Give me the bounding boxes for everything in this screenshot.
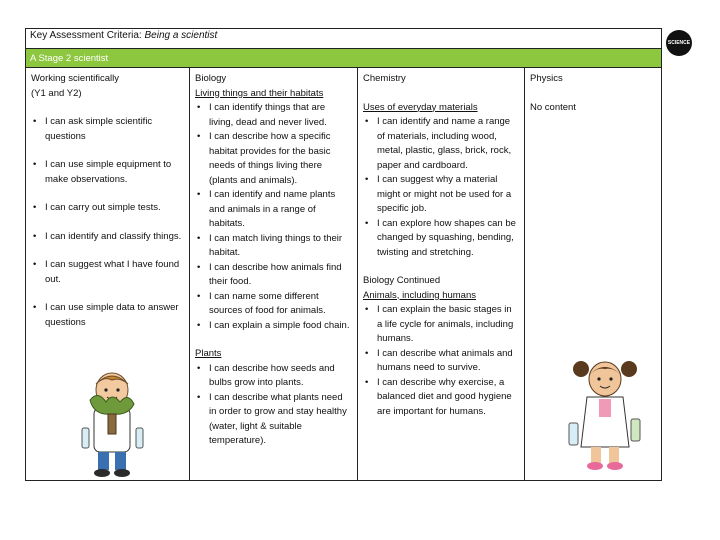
list-item: • I can ask simple scientific questions <box>31 115 184 144</box>
list-item: • I can use simple data to answer questions <box>31 301 184 330</box>
list-item: • I can suggest what I have found out. <box>31 258 184 287</box>
working-heading: Working scientifically <box>31 73 119 84</box>
list-item: • I can explain a simple food chain. <box>195 319 352 334</box>
list-item: • I can describe why exercise, a balanced diet and good hygiene are important for humans. <box>363 376 519 420</box>
list-item: • I can describe what plants need in order to grow and stay healthy (water, light & suitable temperature). <box>195 391 352 449</box>
list-item: • I can explain the basic stages in a life cycle for animals, including humans. <box>363 303 519 347</box>
animals-subheading: Animals, including humans <box>363 289 477 301</box>
plants-subheading: Plants <box>195 348 222 359</box>
girl-scientist-illustration <box>565 355 645 473</box>
list-item: • I can explore how shapes can be changed by squashing, bending, twisting and stretching. <box>363 217 519 261</box>
list-item: • I can describe how animals find their food. <box>195 261 352 290</box>
biology-heading: Biology <box>195 73 227 84</box>
list-item: • I can describe how a specific habitat provides for the basic needs of things living there (plants and animals). <box>195 130 352 188</box>
list-item: • I can match living things to their habitat. <box>195 232 352 261</box>
chemistry-heading: Chemistry <box>363 73 406 84</box>
list-item: • I can identify and name a range of materials, including wood, metal, plastic, glass, brick, rock, paper and cardboard. <box>363 115 519 173</box>
physics-note: No content <box>530 101 576 113</box>
list-item: • I can suggest why a material might or might not be used for a specific job. <box>363 173 519 217</box>
page-title: Key Assessment Criteria: Being a scientist <box>30 30 218 41</box>
list-item: • I can name some different sources of food for animals. <box>195 290 352 319</box>
chemistry-column <box>358 68 525 480</box>
list-item: • I can describe what animals and humans need to survive. <box>363 347 519 376</box>
list-item: • I can describe how seeds and bulbs grow into plants. <box>195 362 352 391</box>
habitats-subheading: Living things and their habitats <box>195 87 324 99</box>
list-item: • I can use simple equipment to make observations. <box>31 158 184 187</box>
physics-heading: Physics <box>530 73 563 84</box>
list-item: • I can identify things that are living, dead and never lived. <box>195 101 352 130</box>
biology-continued-heading: Biology Continued <box>363 275 441 286</box>
science-badge: SCIENCE <box>666 30 692 56</box>
list-item: • I can carry out simple tests. <box>31 201 184 216</box>
biology-column <box>190 68 358 480</box>
boy-scientist-illustration <box>72 368 156 480</box>
materials-subheading: Uses of everyday materials <box>363 101 478 113</box>
list-item: • I can identify and classify things. <box>31 230 184 245</box>
stage-banner: A Stage 2 scientist <box>26 48 661 68</box>
working-years: (Y1 and Y2) <box>31 87 82 99</box>
list-item: • I can identify and name plants and animals in a range of habitats. <box>195 188 352 232</box>
